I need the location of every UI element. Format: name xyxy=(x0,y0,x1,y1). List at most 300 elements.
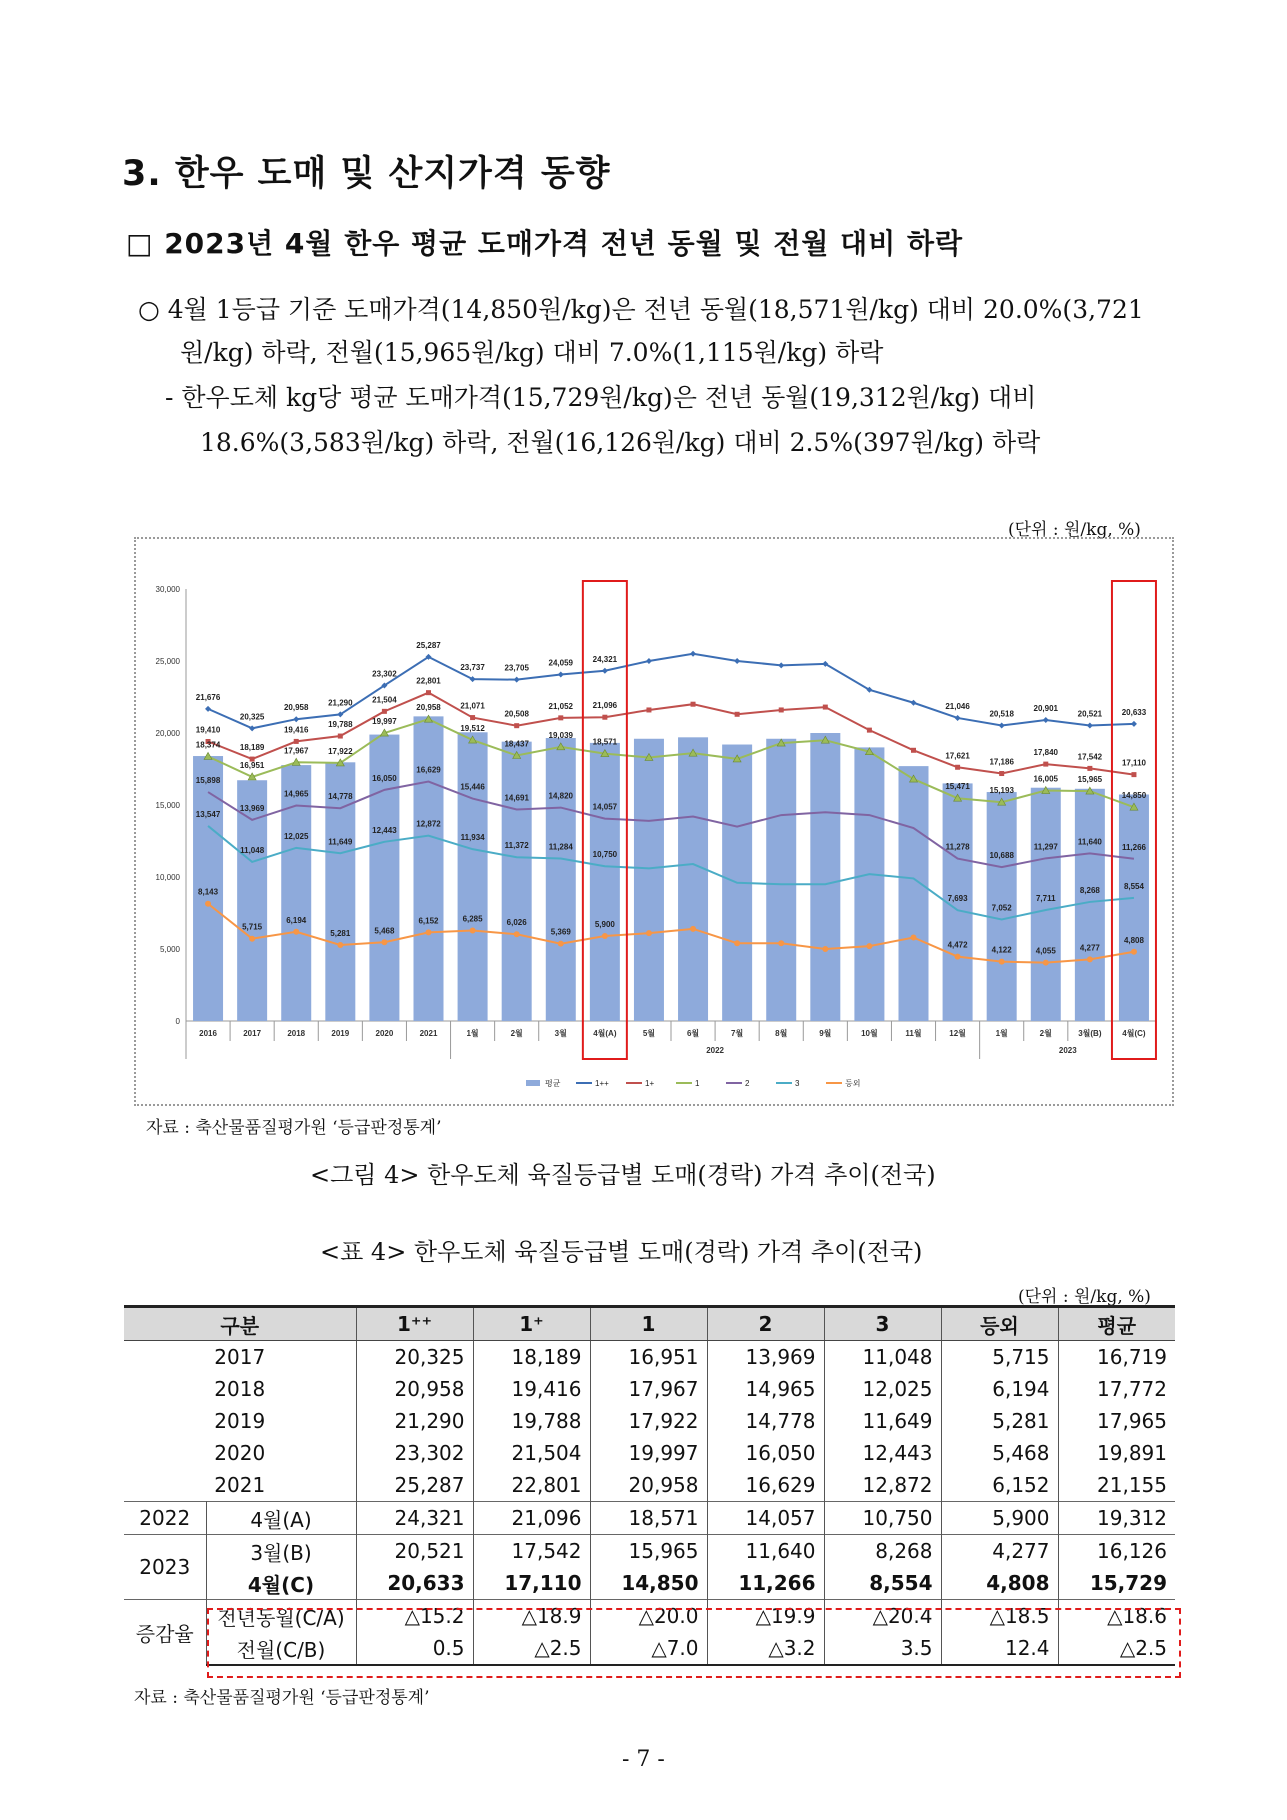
table-cell: △7.0 xyxy=(590,1632,707,1665)
table-cell: 8,268 xyxy=(824,1535,941,1568)
data-label: 22,801 xyxy=(416,676,441,686)
data-label: 14,820 xyxy=(548,791,574,801)
marker-1p xyxy=(338,734,343,739)
x-tick-label: 11월 xyxy=(905,1029,922,1038)
data-label: 21,071 xyxy=(460,701,485,711)
table-cell: 16,629 xyxy=(707,1469,824,1502)
row-group: 2023 xyxy=(124,1535,206,1600)
data-label: 4,122 xyxy=(991,945,1012,955)
data-label: 18,571 xyxy=(592,737,618,747)
bar-average xyxy=(281,765,311,1021)
data-label: 12,443 xyxy=(372,825,397,835)
data-label: 15,193 xyxy=(989,786,1014,796)
marker-out xyxy=(734,940,740,946)
data-label: 11,640 xyxy=(1077,837,1102,847)
data-label: 14,778 xyxy=(328,792,353,802)
table-cell: △3.2 xyxy=(707,1632,824,1665)
data-label: 14,691 xyxy=(504,793,529,803)
table-cell: 20,958 xyxy=(356,1373,473,1405)
data-label: 8,268 xyxy=(1079,885,1100,895)
data-label: 6,152 xyxy=(418,916,439,926)
x-tick-label: 1월 xyxy=(995,1029,1008,1038)
x-tick-label: 6월 xyxy=(686,1029,700,1038)
row-label: 2018 xyxy=(124,1373,356,1405)
marker-out xyxy=(1087,956,1093,962)
data-label: 5,900 xyxy=(594,920,615,930)
table-cell: 21,155 xyxy=(1097,1473,1167,1497)
table-cell: △20.4 xyxy=(824,1600,941,1633)
x-tick-label: 5월 xyxy=(642,1029,656,1038)
data-label: 4,277 xyxy=(1079,943,1100,953)
table-cell: 15,965 xyxy=(590,1535,707,1568)
data-label: 11,048 xyxy=(240,845,265,855)
marker-out xyxy=(1043,960,1049,966)
table-cell: 17,542 xyxy=(473,1535,590,1568)
data-label: 21,290 xyxy=(328,698,353,708)
table-cell: 19,788 xyxy=(473,1405,590,1437)
bar-average xyxy=(502,739,532,1021)
table-cell: △20.0 xyxy=(590,1600,707,1633)
data-label: 17,621 xyxy=(945,751,970,761)
data-label: 8,143 xyxy=(198,887,219,897)
marker-1p xyxy=(911,748,916,753)
data-label: 21,504 xyxy=(372,695,397,705)
data-label: 16,005 xyxy=(1033,774,1059,784)
legend-label: 1+ xyxy=(645,1079,655,1088)
table-cell: 4,808 xyxy=(941,1567,1058,1600)
table-unit-label: (단위 : 원/kg, %) xyxy=(1018,1287,1151,1307)
group-label: 2022 xyxy=(706,1046,724,1055)
row-group: 증감율 xyxy=(124,1600,206,1666)
row-label: 2019 xyxy=(124,1405,356,1437)
data-label: 13,547 xyxy=(195,809,221,819)
marker-1 xyxy=(204,752,212,759)
table-cell: 25,287 xyxy=(356,1469,473,1502)
marker-1p xyxy=(470,715,475,720)
marker-out xyxy=(558,941,564,947)
marker-1p xyxy=(691,702,696,707)
header-grade-1p: 1⁺ xyxy=(473,1307,590,1341)
data-label: 20,958 xyxy=(283,703,309,713)
x-tick-label: 1월 xyxy=(466,1029,479,1038)
data-label: 19,039 xyxy=(548,730,574,740)
marker-out xyxy=(249,936,255,942)
legend-label: 3 xyxy=(795,1079,800,1088)
data-label: 4,472 xyxy=(947,940,968,950)
y-tick-label: 0 xyxy=(175,1017,180,1026)
subsection-title: □ 2023년 4월 한우 평균 도매가격 전년 동월 및 전월 대비 하락 xyxy=(126,227,964,260)
data-label: 11,372 xyxy=(504,841,529,851)
data-label: 19,997 xyxy=(372,717,397,727)
bar-average xyxy=(1031,788,1061,1021)
marker-out xyxy=(778,940,784,946)
change-rate-highlight xyxy=(207,1608,1181,1678)
table-cell: △2.5 xyxy=(1058,1632,1175,1665)
marker-out xyxy=(337,942,343,948)
marker-1pp xyxy=(558,672,564,678)
data-label: 16,629 xyxy=(416,765,441,775)
data-label: 19,788 xyxy=(328,720,353,730)
table-row xyxy=(124,1373,1175,1405)
marker-1p xyxy=(558,715,563,720)
data-label: 10,688 xyxy=(989,851,1014,861)
section-title: 3. 한우 도매 및 산지가격 동향 xyxy=(122,154,611,194)
table-cell: 12.4 xyxy=(941,1632,1058,1665)
marker-1p xyxy=(294,739,299,744)
data-label: 10,750 xyxy=(592,850,618,860)
data-label: 21,096 xyxy=(592,701,618,711)
table-cell: 16,719 xyxy=(1097,1345,1167,1369)
data-label: 18,189 xyxy=(239,743,265,753)
header-category: 구분 xyxy=(124,1307,356,1341)
marker-out xyxy=(293,929,299,935)
table-cell: 17,772 xyxy=(1097,1377,1167,1401)
table-cell: 13,969 xyxy=(707,1341,824,1374)
table-cell: 0.5 xyxy=(356,1632,473,1665)
data-label: 20,518 xyxy=(989,709,1014,719)
marker-1p xyxy=(999,771,1004,776)
header-grade-out: 등외 xyxy=(941,1307,1058,1341)
data-label: 11,297 xyxy=(1033,842,1058,852)
marker-out xyxy=(955,954,961,960)
x-tick-label: 2017 xyxy=(243,1029,262,1038)
legend-swatch xyxy=(526,1080,540,1086)
data-label: 5,468 xyxy=(374,926,395,936)
y-tick-label: 15,000 xyxy=(155,801,180,810)
x-tick-label: 4월(C) xyxy=(1122,1029,1146,1038)
table-cell: 14,778 xyxy=(707,1405,824,1437)
row-label: 2017 xyxy=(124,1341,356,1374)
table-cell: 24,321 xyxy=(356,1502,473,1535)
marker-1pp xyxy=(249,725,255,731)
x-tick-label: 2021 xyxy=(419,1029,438,1038)
table-cell: 20,521 xyxy=(356,1535,473,1568)
bullet-1-line-2: 원/kg) 하락, 전월(15,965원/kg) 대비 7.0%(1,115원/kg) 하락 xyxy=(180,338,884,367)
data-label: 20,521 xyxy=(1077,709,1103,719)
data-label: 20,958 xyxy=(416,703,441,713)
x-tick-label: 12월 xyxy=(949,1029,966,1038)
chart-frame xyxy=(134,537,1174,1106)
legend-label: 등외 xyxy=(845,1079,861,1088)
marker-1p xyxy=(382,709,387,714)
marker-1p xyxy=(426,690,431,695)
table-cell: 22,801 xyxy=(473,1469,590,1502)
bullet-2-line-2: 18.6%(3,583원/kg) 하락, 전월(16,126원/kg) 대비 2.5%(397원/kg) 하락 xyxy=(200,428,1041,457)
marker-out xyxy=(470,927,476,933)
data-label: 19,416 xyxy=(283,725,309,735)
bar-average xyxy=(899,766,929,1021)
table-caption: <표 4> 한우도체 육질등급별 도매(경락) 가격 추이(전국) xyxy=(320,1238,923,1266)
x-tick-label: 3월 xyxy=(554,1029,567,1038)
marker-1p xyxy=(1043,762,1048,767)
table-cell: 17,922 xyxy=(590,1405,707,1437)
x-tick-label: 2월 xyxy=(1039,1029,1052,1038)
table-cell: 6,194 xyxy=(941,1373,1058,1405)
table-cell: △18.6 xyxy=(1058,1600,1175,1633)
data-label: 21,046 xyxy=(945,701,970,711)
marker-out xyxy=(911,934,917,940)
data-label: 5,715 xyxy=(242,922,263,932)
marker-1pp xyxy=(778,662,784,668)
bar-average xyxy=(854,747,884,1021)
data-label: 6,026 xyxy=(506,918,527,928)
data-label: 16,951 xyxy=(239,760,265,770)
marker-1p xyxy=(867,728,872,733)
x-tick-label: 2019 xyxy=(331,1029,350,1038)
marker-out xyxy=(690,926,696,932)
data-label: 4,055 xyxy=(1035,946,1056,956)
table-cell: 11,266 xyxy=(707,1567,824,1600)
row-label: 2020 xyxy=(124,1437,356,1469)
marker-1pp xyxy=(514,677,520,683)
table-cell: 12,443 xyxy=(824,1437,941,1469)
x-tick-label: 9월 xyxy=(819,1029,832,1038)
marker-1p xyxy=(735,712,740,717)
data-label: 11,649 xyxy=(328,837,353,847)
x-tick-label: 2018 xyxy=(287,1029,306,1038)
table-cell: 16,050 xyxy=(707,1437,824,1469)
table-row xyxy=(124,1437,1175,1469)
bar-average xyxy=(414,716,444,1021)
table-cell: 5,468 xyxy=(941,1437,1058,1469)
header-average: 평균 xyxy=(1058,1307,1175,1341)
marker-1pp xyxy=(955,715,961,721)
table-cell: △15.2 xyxy=(356,1600,473,1633)
table-cell: 23,302 xyxy=(356,1437,473,1469)
marker-1p xyxy=(646,707,651,712)
data-label: 17,110 xyxy=(1121,758,1146,768)
marker-1pp xyxy=(293,716,299,722)
table-cell: 11,649 xyxy=(824,1405,941,1437)
data-label: 17,186 xyxy=(989,757,1014,767)
header-grade-1pp: 1⁺⁺ xyxy=(356,1307,473,1341)
marker-1pp xyxy=(602,668,608,674)
x-tick-label: 10월 xyxy=(861,1029,878,1038)
figure-caption: <그림 4> 한우도체 육질등급별 도매(경락) 가격 추이(전국) xyxy=(310,1161,936,1189)
marker-out xyxy=(822,946,828,952)
table-cell: 11,048 xyxy=(824,1341,941,1374)
table-cell: 21,290 xyxy=(356,1405,473,1437)
table-cell: 14,850 xyxy=(590,1567,707,1600)
legend-label: 1++ xyxy=(595,1079,609,1088)
chart-source: 자료 : 축산물품질평가원 ‘등급판정통계’ xyxy=(146,1118,442,1138)
table-row xyxy=(124,1469,1175,1502)
legend-label: 1 xyxy=(695,1079,700,1088)
header-grade-2: 2 xyxy=(707,1307,824,1341)
table-cell: 10,750 xyxy=(824,1502,941,1535)
marker-1p xyxy=(779,707,784,712)
marker-1pp xyxy=(1087,722,1093,728)
bar-average xyxy=(766,739,796,1021)
data-label: 12,025 xyxy=(283,831,309,841)
marker-out xyxy=(426,929,432,935)
x-tick-label: 2016 xyxy=(199,1029,217,1038)
data-label: 25,287 xyxy=(416,640,441,650)
table-cell: 20,325 xyxy=(356,1341,473,1374)
table-cell: 3.5 xyxy=(824,1632,941,1665)
marker-1pp xyxy=(734,658,740,664)
y-tick-label: 10,000 xyxy=(155,873,180,882)
marker-1pp xyxy=(1131,721,1137,727)
table-row xyxy=(124,1502,1175,1535)
marker-1p xyxy=(1087,766,1092,771)
table-cell: 11,640 xyxy=(707,1535,824,1568)
marker-1pp xyxy=(999,723,1005,729)
bullet-2-line-1: - 한우도체 kg당 평균 도매가격(15,729원/kg)은 전년 동월(19,312원/kg) 대비 xyxy=(165,383,1037,412)
table-cell: 15,729 xyxy=(1089,1571,1167,1595)
table-cell: △19.9 xyxy=(707,1600,824,1633)
y-tick-label: 5,000 xyxy=(159,945,180,954)
data-label: 14,965 xyxy=(283,789,309,799)
table-cell: 20,633 xyxy=(356,1567,473,1600)
group-label: 2023 xyxy=(1058,1046,1077,1055)
table-cell: 19,997 xyxy=(590,1437,707,1469)
data-label: 15,471 xyxy=(945,782,970,792)
table-cell: △2.5 xyxy=(473,1632,590,1665)
row-label: 2021 xyxy=(124,1469,356,1502)
bar-average xyxy=(458,732,488,1021)
data-label: 6,194 xyxy=(286,915,307,925)
marker-out xyxy=(1131,949,1137,955)
table-header-row xyxy=(124,1307,1175,1341)
data-label: 18,437 xyxy=(504,739,529,749)
data-label: 13,969 xyxy=(239,803,265,813)
marker-out xyxy=(514,931,520,937)
table-cell: 18,189 xyxy=(473,1341,590,1374)
chart-unit-label: (단위 : 원/kg, %) xyxy=(1008,520,1141,540)
row-label: 4월(C) xyxy=(206,1567,356,1600)
table-cell: 17,110 xyxy=(473,1567,590,1600)
table-cell: 8,554 xyxy=(824,1567,941,1600)
data-label: 24,321 xyxy=(592,654,618,664)
marker-out xyxy=(602,933,608,939)
data-label: 5,281 xyxy=(330,928,351,938)
bullet-1-line-1: ○ 4월 1등급 기준 도매가격(14,850원/kg)은 전년 동월(18,571원/kg) 대비 20.0%(3,721 xyxy=(138,295,1144,324)
marker-1p xyxy=(514,723,519,728)
marker-1p xyxy=(955,765,960,770)
table-cell: 6,152 xyxy=(941,1469,1058,1502)
y-tick-label: 25,000 xyxy=(155,657,180,666)
marker-1p xyxy=(1131,772,1136,777)
data-label: 7,052 xyxy=(991,903,1012,913)
x-tick-label: 7월 xyxy=(731,1029,744,1038)
table-cell: 12,872 xyxy=(824,1469,941,1502)
marker-out xyxy=(866,943,872,949)
bar-average xyxy=(810,733,840,1021)
data-label: 20,325 xyxy=(239,712,265,722)
row-label: 4월(A) xyxy=(206,1502,356,1535)
data-label: 15,965 xyxy=(1077,775,1103,785)
table-cell: 5,715 xyxy=(941,1341,1058,1374)
x-tick-label: 2020 xyxy=(375,1029,394,1038)
table-row xyxy=(124,1535,1175,1568)
table-cell: △18.5 xyxy=(941,1600,1058,1633)
table-cell: 21,504 xyxy=(473,1437,590,1469)
marker-1p xyxy=(823,705,828,710)
table-cell: 4,277 xyxy=(941,1535,1058,1568)
table-cell: 21,096 xyxy=(473,1502,590,1535)
data-label: 20,901 xyxy=(1033,704,1059,714)
y-tick-label: 20,000 xyxy=(155,729,180,738)
row-group: 2022 xyxy=(124,1502,206,1535)
legend-label: 2 xyxy=(745,1079,750,1088)
table-row xyxy=(124,1341,1175,1374)
data-label: 17,542 xyxy=(1077,752,1103,762)
data-label: 11,934 xyxy=(460,833,485,843)
data-label: 18,374 xyxy=(195,740,221,750)
marker-out xyxy=(205,901,211,907)
bar-average xyxy=(678,737,708,1021)
data-label: 20,508 xyxy=(504,709,529,719)
data-label: 20,633 xyxy=(1121,707,1147,717)
bar-average xyxy=(634,739,664,1021)
data-label: 15,898 xyxy=(195,776,221,786)
data-label: 12,872 xyxy=(416,819,441,829)
data-label: 6,285 xyxy=(462,914,483,924)
marker-1pp xyxy=(1043,717,1049,723)
marker-1pp xyxy=(911,700,917,706)
row-label: 전월(C/B) xyxy=(206,1632,356,1665)
bar-average xyxy=(1075,789,1105,1021)
bar-average xyxy=(546,738,576,1021)
marker-out xyxy=(999,959,1005,965)
y-tick-label: 30,000 xyxy=(155,585,180,594)
data-label: 11,266 xyxy=(1121,842,1146,852)
table-cell: 5,281 xyxy=(941,1405,1058,1437)
x-tick-label: 2월 xyxy=(510,1029,523,1038)
data-label: 7,711 xyxy=(1035,893,1056,903)
data-label: 23,705 xyxy=(504,663,529,673)
data-label: 11,284 xyxy=(548,842,573,852)
marker-1pp xyxy=(646,658,652,664)
data-label: 15,446 xyxy=(460,782,485,792)
data-label: 14,057 xyxy=(592,802,618,812)
table-cell: 20,958 xyxy=(590,1469,707,1502)
data-label: 24,059 xyxy=(548,658,574,668)
table-cell: △18.9 xyxy=(473,1600,590,1633)
data-label: 11,278 xyxy=(945,842,970,852)
table-cell: 16,126 xyxy=(1058,1535,1175,1568)
data-label: 19,410 xyxy=(195,725,221,735)
table-cell: 18,571 xyxy=(590,1502,707,1535)
marker-out xyxy=(381,939,387,945)
marker-1pp xyxy=(690,651,696,657)
marker-out xyxy=(646,930,652,936)
table-cell: 12,025 xyxy=(824,1373,941,1405)
x-tick-label: 4월(A) xyxy=(593,1029,617,1038)
marker-1pp xyxy=(205,706,211,712)
data-label: 17,967 xyxy=(283,746,309,756)
data-label: 4,808 xyxy=(1123,935,1144,945)
header-grade-3: 3 xyxy=(824,1307,941,1341)
x-tick-label: 3월(B) xyxy=(1078,1029,1102,1038)
data-label: 21,676 xyxy=(195,692,221,702)
legend-label: 평균 xyxy=(545,1079,561,1088)
row-label: 전년동월(C/A) xyxy=(206,1600,356,1633)
row-label: 3월(B) xyxy=(206,1535,356,1568)
bar-average xyxy=(1119,795,1149,1021)
data-label: 17,840 xyxy=(1033,748,1059,758)
table-cell: 17,967 xyxy=(590,1373,707,1405)
header-grade-1: 1 xyxy=(590,1307,707,1341)
data-label: 23,737 xyxy=(460,663,485,673)
data-label: 23,302 xyxy=(372,669,397,679)
table-source: 자료 : 축산물품질평가원 ‘등급판정통계’ xyxy=(134,1688,430,1708)
table-cell: 19,416 xyxy=(473,1373,590,1405)
table-cell: 5,900 xyxy=(941,1502,1058,1535)
price-trend-chart xyxy=(136,539,1172,1104)
data-label: 8,554 xyxy=(1123,881,1144,891)
